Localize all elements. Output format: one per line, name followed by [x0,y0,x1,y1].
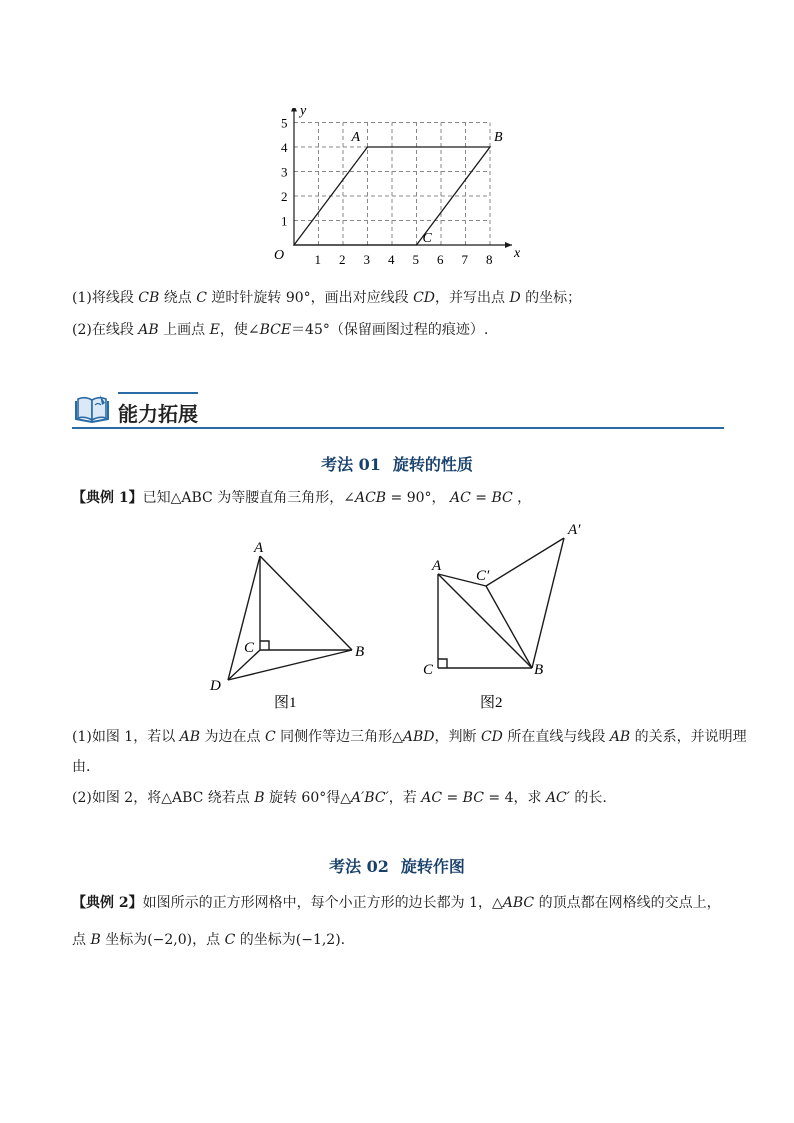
var: AB [179,729,201,745]
figure-1-triangles [200,530,380,720]
text: ，并写出点 [435,290,510,306]
var: C [264,729,276,745]
kaofa-title: 旋转的性质 [392,455,473,474]
book-icon [72,393,112,425]
section-rule [72,427,724,429]
text: ， [512,490,532,506]
example-1-question-1 [72,727,747,747]
question-2 [72,320,488,340]
text: = [470,490,492,506]
point-label-c: C [422,231,432,246]
text: 点 [72,932,91,948]
label-b: B [534,662,544,678]
var: D [509,290,521,306]
text: ，点 [192,932,225,948]
text: = 90°， [386,490,450,506]
section-title-underline-short [118,392,198,394]
point-label-o: O [274,248,285,263]
var: AC [449,490,471,506]
var: ABD [402,729,435,745]
segment-ab [260,556,352,650]
segment-c-prime-a-prime [486,538,564,586]
coordinate-figure [268,108,528,268]
y-tick-label: 4 [281,140,288,155]
kaofa-title: 旋转作图 [400,857,465,876]
kaofa-01-heading [0,452,794,475]
var: B [90,932,101,948]
x-axis-label: x [514,246,521,261]
var: AB [609,729,631,745]
text: 的顶点都在网格线的交点上， [534,895,721,911]
var: AC′ [545,790,570,806]
var: AB [138,322,159,338]
text: 的长. [569,790,607,806]
x-tick-label: 6 [437,252,444,267]
x-tick-label: 4 [388,252,395,267]
text: = [442,790,463,806]
text: ，若 [388,790,422,806]
figure-2-caption: 图2 [480,695,503,711]
x-tick-label: 5 [412,252,419,267]
figure-1-caption: 图1 [274,695,297,711]
example-1-question-1-cont: 由. [72,759,91,775]
segment-c-prime-b [486,586,532,668]
example-tag: 【典例 1】 [72,490,143,506]
var: BCE [259,322,292,338]
text: 旋转 60°得△ [264,790,352,806]
axes [291,108,521,261]
label-c: C [244,640,255,656]
text: 的关系，并说明理 [630,729,747,745]
kaofa-02-heading [0,854,794,877]
point-label-b: B [494,130,503,145]
text: 所在直线与线段 [502,729,610,745]
text: 同侧作等边三角形△ [275,729,403,745]
example-tag: 【典例 2】 [72,895,143,911]
label-b: B [355,644,365,660]
var: BC [491,490,513,506]
var: C [224,932,236,948]
x-tick-label: 2 [339,252,346,267]
var: AC [421,790,443,806]
y-tick-label: 1 [281,213,288,229]
text: 为边在点 [200,729,265,745]
text: 绕点 [159,290,197,306]
text: 逆时针旋转 90°，画出对应线段 [206,290,414,306]
y-axis-label: y [300,108,307,119]
text: = 4，求 [483,790,546,806]
kaofa-number: 考法 01 [321,455,381,474]
var: BC [462,790,484,806]
question-number: (1) [72,290,92,306]
var: CD [480,729,503,745]
var: CD [413,290,436,306]
x-tick-label: 8 [486,252,493,267]
coordinate-b: (−2,0) [147,932,193,948]
x-axis-arrow [505,242,512,248]
label-a-prime: A′ [568,522,581,538]
y-tick-label: 5 [281,115,288,131]
x-tick-label: 7 [461,252,468,267]
text: (2)如图 2，将△ABC 绕若点 [72,790,255,806]
figure-2-triangles [420,518,600,718]
var: CB [138,290,160,306]
question-number: (2) [72,322,92,338]
segment-a-prime-b [532,538,564,668]
label-c: C [423,662,434,678]
text: ，判断 [434,729,481,745]
y-axis-arrow [291,108,297,112]
x-tick-label: 1 [314,252,321,267]
var: E [209,322,220,338]
y-tick-label: 2 [281,189,288,204]
var: A′BC′ [351,790,389,806]
point-label-a: A [351,130,361,145]
right-angle-mark [260,641,269,650]
y-tick-label: 3 [281,164,288,180]
dashed-grid [294,123,490,246]
var: ACB [354,490,387,506]
text: ，使∠ [219,322,260,338]
text: . [340,932,346,948]
example-1 [72,488,531,508]
coordinate-c: (−1,2) [295,932,341,948]
label-a: A [254,540,264,556]
example-1-question-2 [72,788,607,808]
section-title: 能力拓展 [118,402,198,426]
var: ABC [502,895,535,911]
text: 的坐标； [520,290,582,306]
text: 上画点 [158,322,210,338]
text: 已知△ABC 为等腰直角三角形，∠ [142,490,355,506]
text: 坐标为 [100,932,148,948]
text: 如图所示的正方形网格中，每个小正方形的边长都为 1，△ [142,895,503,911]
tick-labels [281,116,493,268]
label-a: A [432,558,442,574]
example-2-line-1 [72,893,721,913]
text: 的坐标为 [235,932,296,948]
question-1 [72,288,581,308]
label-c-prime: C′ [476,568,490,584]
example-2-line-2 [72,930,345,950]
right-angle-mark [438,659,447,668]
text: 将线段 [91,290,139,306]
text: (1)如图 1，若以 [72,729,180,745]
text: ＝45°（保留画图过程的痕迹）. [291,322,489,338]
var: B [254,790,265,806]
segment-ad [228,556,260,680]
text: 在线段 [91,322,139,338]
segment-ab [438,574,532,668]
kaofa-number: 考法 02 [329,857,389,876]
label-d: D [210,678,221,694]
var: C [196,290,207,306]
x-tick-label: 3 [363,252,370,267]
